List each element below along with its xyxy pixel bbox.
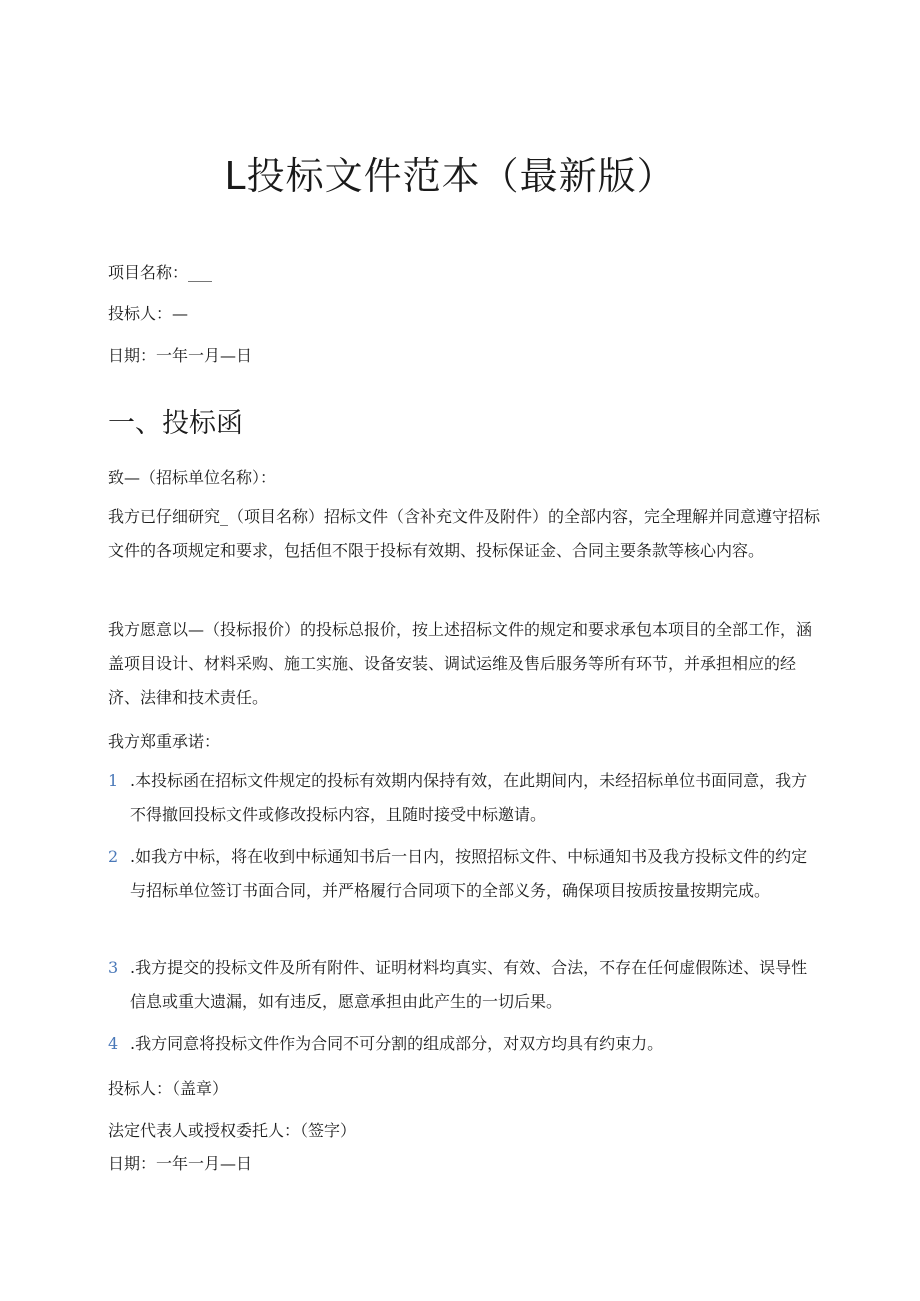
list-number: 2 [108,847,119,866]
section-heading-bid-letter: 一、投标函 [108,408,243,439]
list-text: .我方同意将投标文件作为合同不可分割的组成部分，对双方均具有约束力。 [130,1034,664,1053]
bidder-line: 投标人：— [108,304,189,323]
document-title: L投标文件范本（最新版） [224,154,676,198]
representative-sign-line: 法定代表人或授权委托人：（签字） [108,1121,357,1140]
list-text: .本投标函在招标文件规定的投标有效期内保持有效，在此期间内，未经招标单位书面同意，我方不得撤回投标文件或修改投标内容，且随时接受中标邀请。 [130,771,808,824]
list-number: 1 [108,771,119,790]
sign-date-line: 日期：一年一月—日 [108,1154,253,1173]
bidder-seal-line: 投标人：（盖章） [108,1079,229,1098]
salutation: 致—（招标单位名称）： [108,468,277,487]
paragraph-quote: 我方愿意以—（投标报价）的投标总报价，按上述招标文件的规定和要求承包本项目的全部工作，涵盖项目设计、材料采购、施工实施、设备安装、调试运维及售后服务等所有环节，并承担相应的经济、法律和技术责任。 [108,620,813,707]
project-name-line: 项目名称：___ [108,263,213,282]
list-item [108,1027,820,1061]
list-item [108,840,820,908]
list-text: .如我方中标，将在收到中标通知书后一日内，按照招标文件、中标通知书及我方投标文件的约定与招标单位签订书面合同，并严格履行合同项下的全部义务，确保项目按质按量按期完成。 [130,847,808,900]
list-number: 3 [108,958,119,977]
commitment-intro: 我方郑重承诺： [108,732,221,751]
paragraph-understanding: 我方已仔细研究_（项目名称）招标文件（含补充文件及附件）的全部内容，完全理解并同意遵守招标文件的各项规定和要求，包括但不限于投标有效期、投标保证金、合同主要条款等核心内容。 [108,507,821,560]
list-text: .我方提交的投标文件及所有附件、证明材料均真实、有效、合法，不存在任何虚假陈述、误导性信息或重大遗漏，如有违反，愿意承担由此产生的一切后果。 [130,958,808,1011]
list-item [108,764,820,832]
date-line: 日期：一年一月—日 [108,346,253,365]
list-item [108,951,820,1019]
list-number: 4 [108,1034,119,1053]
